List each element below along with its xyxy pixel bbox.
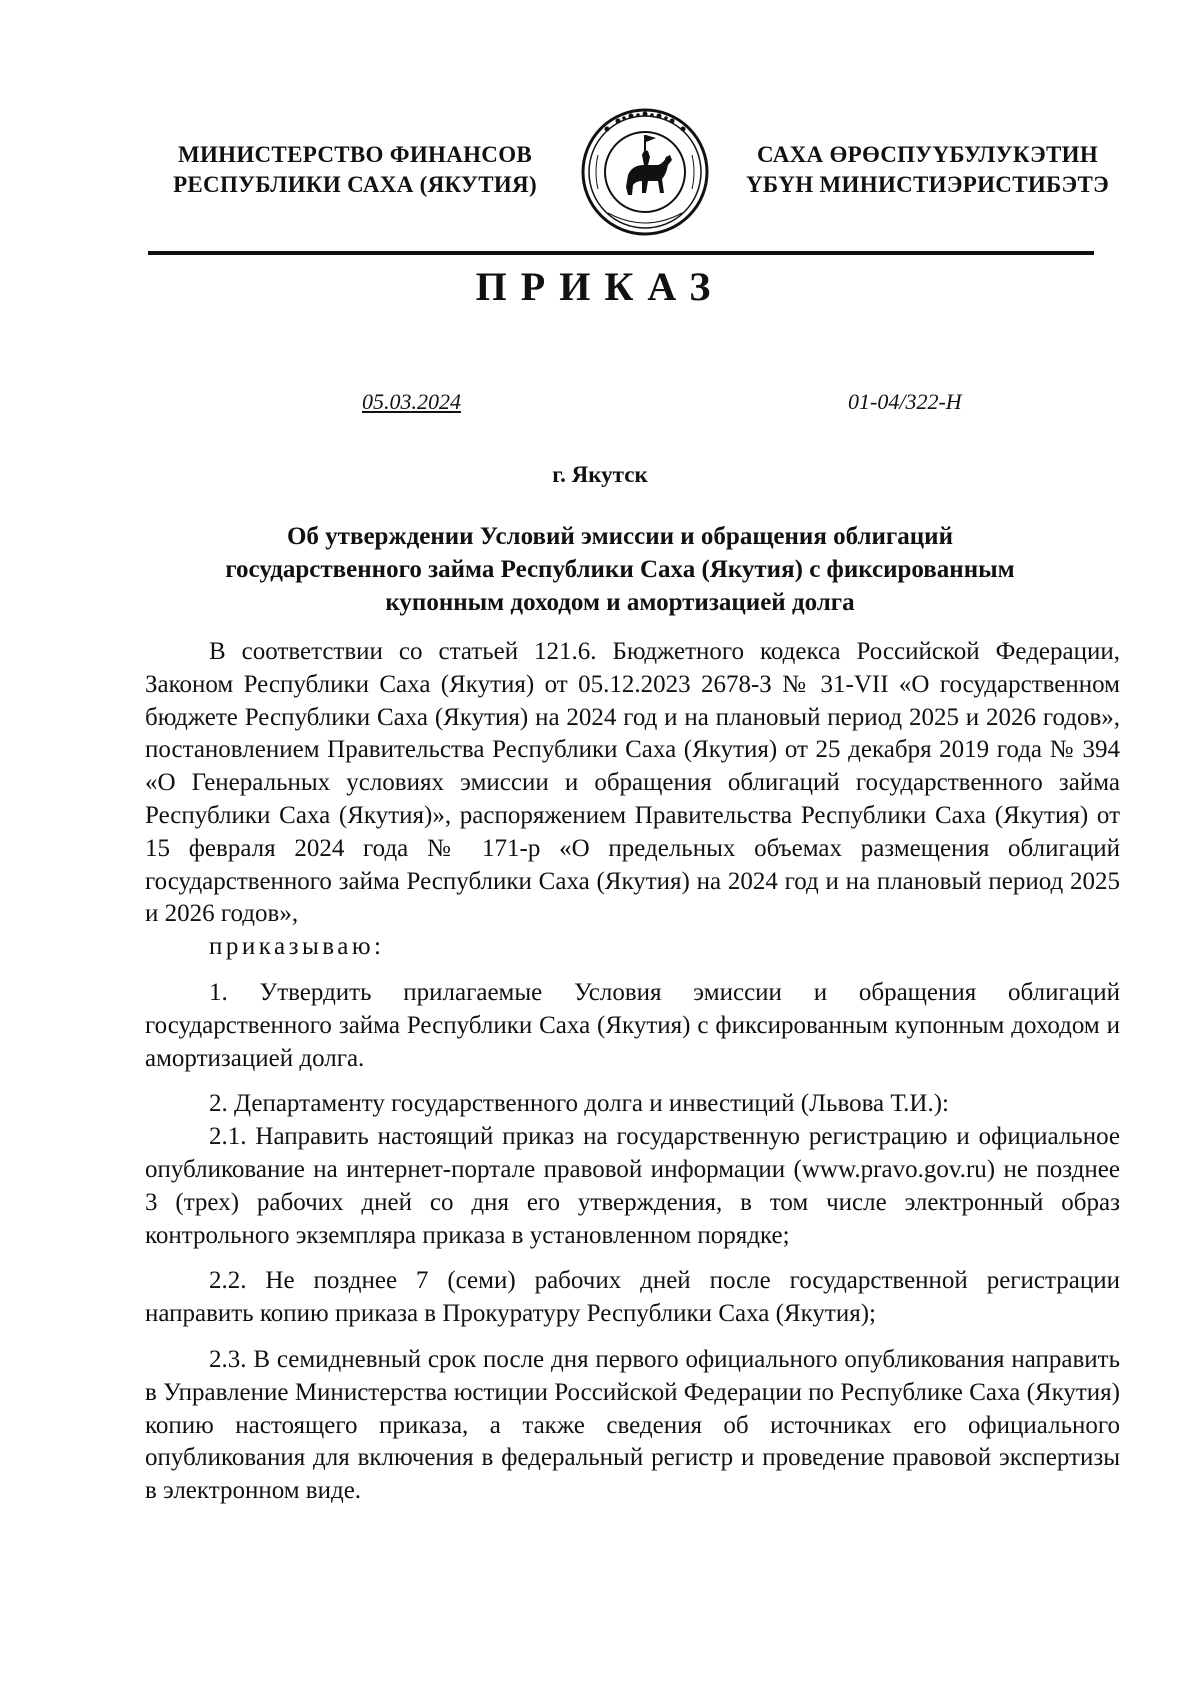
item-2-paragraph: 2. Департаменту государственного долга и инвестиций (Львова Т.И.): xyxy=(209,1090,949,1118)
order-word: приказываю: xyxy=(209,933,385,961)
item-2-2-paragraph: 2.2. Не позднее 7 (семи) рабочих дней после государственной регистрации направить копию приказа в Прокуратуру Республики Саха (Якутия); xyxy=(145,1267,1120,1328)
item-1-paragraph: 1. Утвердить прилагаемые Условия эмиссии и обращения облигаций государственного займа Республики Саха (Якутия) с фиксированным купонным доходом и амортизацией долга. xyxy=(145,978,1120,1072)
document-title: ПРИКАЗ xyxy=(475,264,725,309)
document-city: г. Якутск xyxy=(552,462,648,487)
ministry-name-yakut-line2: ҮБҮН МИНИСТИЭРИСТИБЭТЭ xyxy=(745,172,1109,197)
document-subject xyxy=(145,520,1095,619)
item-2-3-paragraph: 2.3. В семидневный срок после дня первого официального опубликования направить в Управление Министерства юстиции Российской Федерации по Республике Саха (Якутия) копию настоящего приказа, а также сведения об источниках его официального опубликования для включения в федеральный регистр и проведение правовой экспертизы в электронном виде. xyxy=(145,1345,1120,1505)
header-divider xyxy=(148,251,1094,255)
document-number: 01-04/322-Н xyxy=(848,389,962,414)
ministry-name-russian-line1: МИНИСТЕРСТВО ФИНАНСОВ xyxy=(177,142,533,167)
subject-line1: Об утверждении Условий эмиссии и обращения облигаций xyxy=(286,523,953,550)
republic-emblem-icon xyxy=(578,105,712,239)
document-body xyxy=(145,636,1120,1508)
item-2-1-paragraph: 2.1. Направить настоящий приказ на государственную регистрацию и официальное опубликование на интернет-портале правовой информации (www.pravo.gov.ru) не позднее 3 (трех) рабочих дней со дня его утверждения, в том числе электронный образ контрольного экземпляра приказа в установленном порядке; xyxy=(145,1123,1120,1249)
preamble-paragraph: В соответствии со статьей 121.6. Бюджетного кодекса Российской Федерации, Законом Республики Саха (Якутия) от 05.12.2023 2678-З № 31-VII «О государственном бюджете Республики Саха (Якутия) на 2024 год и на плановый период 2025 и 2026 годов», постановлением Правительства Республики Саха (Якутия) от 25 декабря 2019 года № 394 «О Генеральных условиях эмиссии и обращения облигаций государственного займа Республики Саха (Якутия)», распоряжением Правительства Республики Саха (Якутия) от 15 февраля 2024 года № 171-р «О предельных объемах размещения облигаций государственного займа Республики Саха (Якутия) на 2024 год и на плановый период 2025 и 2026 годов», xyxy=(145,638,1120,928)
subject-line3: купонным доходом и амортизацией долга xyxy=(385,589,855,616)
ministry-name-russian xyxy=(155,140,555,200)
subject-line2: государственного займа Республики Саха (Якутия) с фиксированным xyxy=(225,556,1015,583)
ministry-name-yakut-line1: САХА ӨРӨСПУҮБУЛУКЭТИН xyxy=(756,142,1099,167)
document-date: 05.03.2024 xyxy=(362,389,461,414)
ministry-name-russian-line2: РЕСПУБЛИКИ САХА (ЯКУТИЯ) xyxy=(173,172,537,197)
ministry-name-yakut xyxy=(730,140,1125,200)
